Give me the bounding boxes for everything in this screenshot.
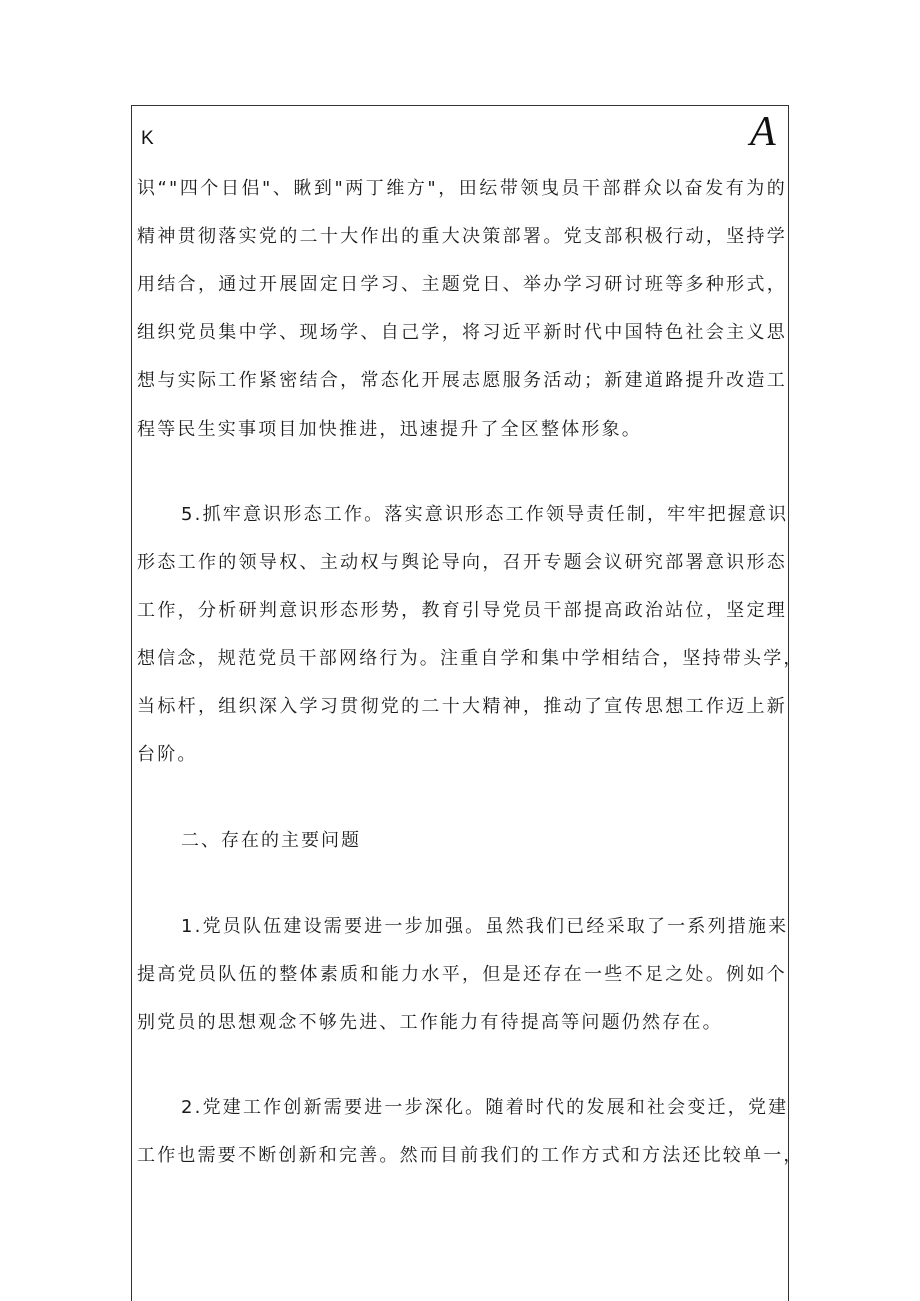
text-line: 组织党员集中学、现场学、自己学，将习近平新时代中国特色社会主义思: [137, 322, 787, 343]
text-line: 别党员的思想观念不够先进、工作能力有待提高等问题仍然存在。: [137, 1012, 723, 1033]
text-line: 想与实际工作紧密结合，常态化开展志愿服务活动；新建道路提升改造工: [137, 370, 787, 391]
corner-mark-right: A: [750, 109, 776, 155]
text-line: 工作也需要不断创新和完善。然而目前我们的工作方式和方法还比较单一，: [137, 1145, 804, 1166]
text-line: 提高党员队伍的整体素质和能力水平，但是还存在一些不足之处。例如个: [137, 964, 787, 985]
corner-mark-left: K: [141, 128, 154, 149]
text-line: 1.党员队伍建设需要进一步加强。虽然我们已经采取了一系列措施来: [181, 916, 789, 937]
text-line: 台阶。: [137, 744, 198, 765]
text-line: 2.党建工作创新需要进一步深化。随着时代的发展和社会变迁，党建: [181, 1097, 789, 1118]
text-line: 用结合，通过开展固定日学习、主题党日、举办学习研讨班等多种形式，: [137, 274, 787, 295]
text-line: 精神贯彻落实党的二十大作出的重大决策部署。党支部积极行动，坚持学: [137, 226, 787, 247]
text-line: 5.抓牢意识形态工作。落实意识形态工作领导责任制，牢牢把握意识: [181, 504, 789, 525]
section-heading: 二、存在的主要问题: [181, 830, 361, 851]
text-line: 程等民生实事项目加快推进，迅速提升了全区整体形象。: [137, 419, 642, 440]
text-line: 想信念，规范党员干部网络行为。注重自学和集中学相结合，坚持带头学，: [137, 648, 804, 669]
text-line: 识“"四个日侣"、瞅到"两丁维方"，田纭带领曳员干部群众以奋发有为的: [137, 178, 787, 199]
text-line: 工作，分析研判意识形态形势，教育引导党员干部提高政治站位，坚定理: [137, 600, 787, 621]
text-line: 当标杆，组织深入学习贯彻党的二十大精神，推动了宣传思想工作迈上新: [137, 696, 787, 717]
text-line: 形态工作的领导权、主动权与舆论导向，召开专题会议研究部署意识形态: [137, 552, 787, 573]
